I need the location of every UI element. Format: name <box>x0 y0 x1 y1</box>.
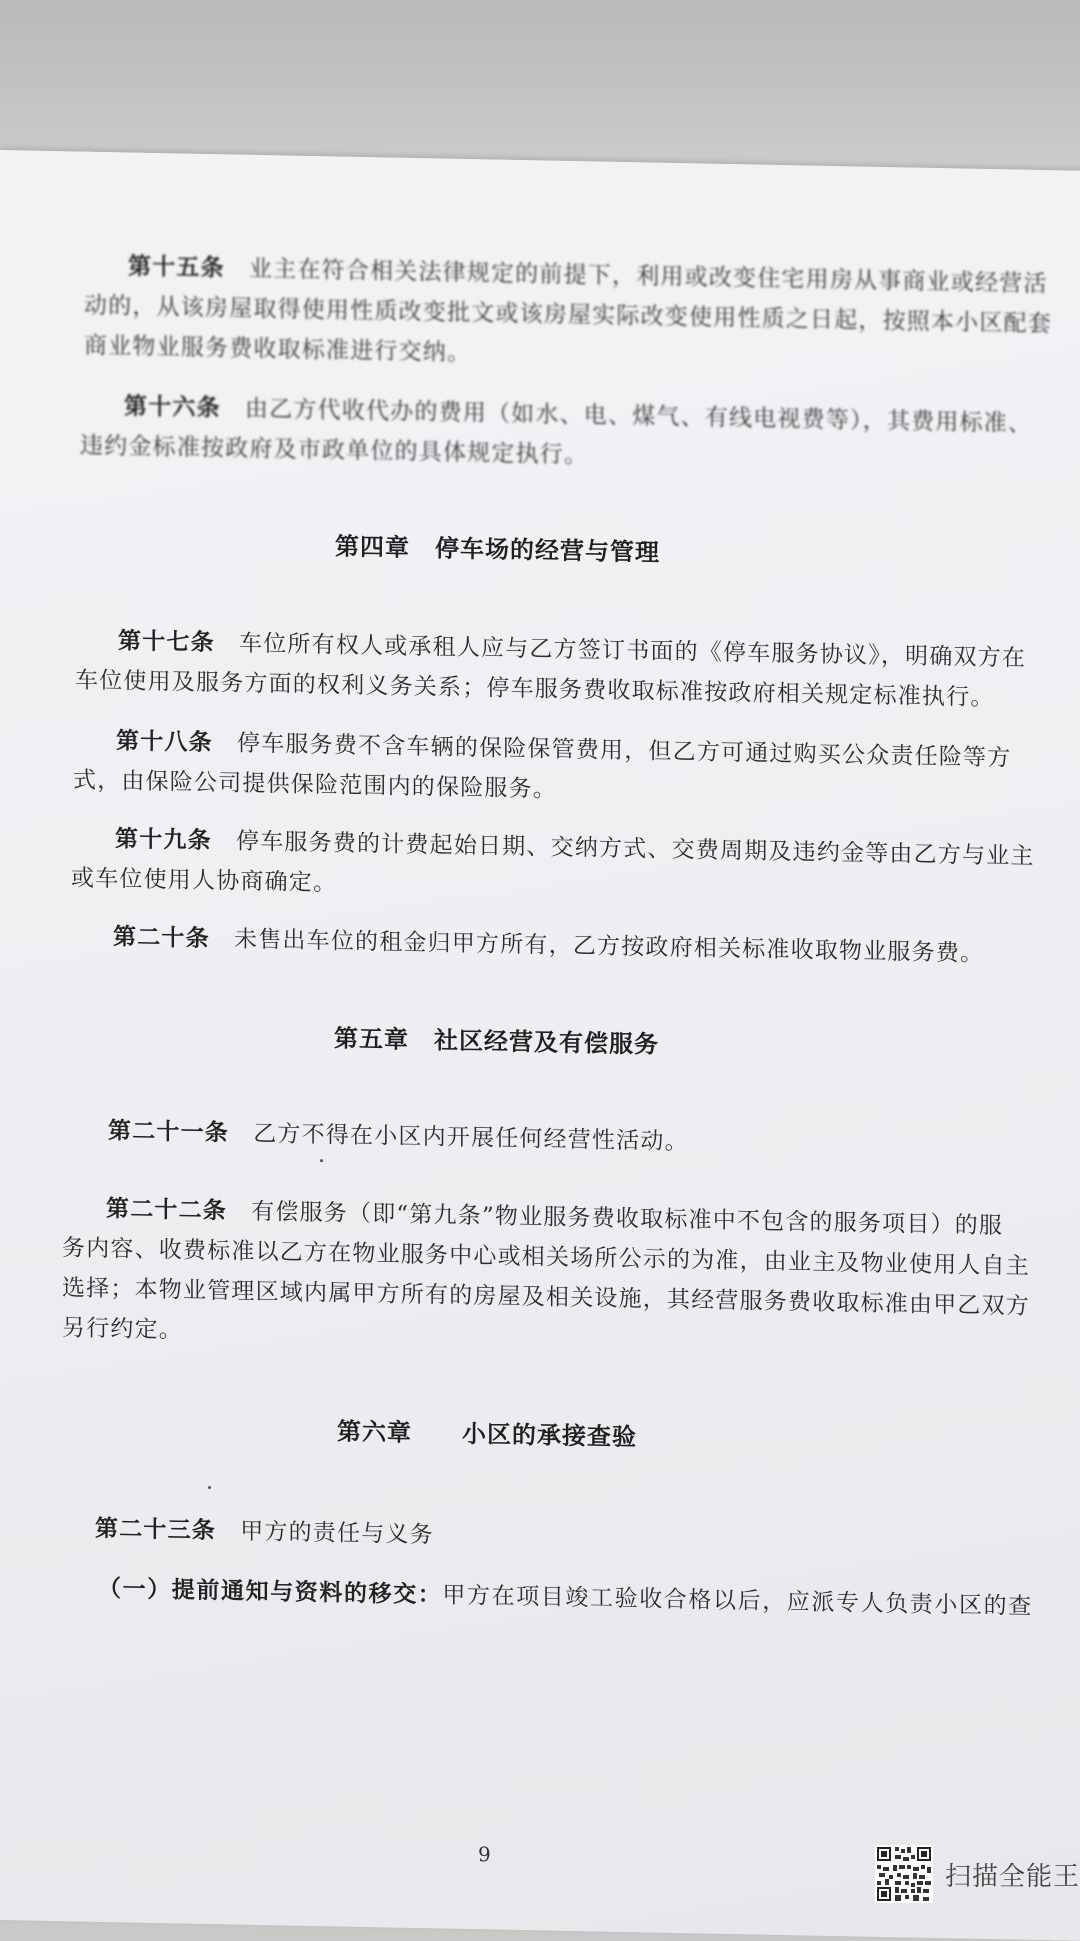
scanner-watermark <box>875 1842 1080 1906</box>
paragraph-line: 第十五条 业主在符合相关法律规定的前提下，利用或改变住宅用房从事商业或经营活 <box>128 253 1048 298</box>
speck <box>208 1486 211 1489</box>
article-heading: 第二十二条 <box>106 1196 227 1225</box>
watermark-text: 扫描全能王 <box>944 1861 1080 1892</box>
paragraph-line: （一）提前通知与资料的移交：甲方在项目竣工验收合格以后，应派专人负责小区的查 <box>98 1575 1033 1620</box>
paragraph-line: 第二十二条 有偿服务（即“第九条”物业服务费收取标准中不包含的服务项目）的服 <box>106 1196 1004 1240</box>
paragraph-line: 第十八条 停车服务费不含车辆的保险保管费用，但乙方可通过购买公众责任险等方 <box>116 728 1012 772</box>
qr-code-icon <box>875 1845 933 1903</box>
article-heading: 第二十三条 <box>95 1515 216 1545</box>
article-heading: 第十七条 <box>118 628 215 657</box>
article-heading: （一）提前通知与资料的移交： <box>98 1575 443 1609</box>
chapter-heading: 第六章 小区的承接查验 <box>337 1417 637 1452</box>
paragraph-line: 或车位使用人协商确定。 <box>71 865 338 897</box>
article-heading: 第二十一条 <box>108 1118 229 1147</box>
article-heading: 第二十条 <box>113 924 210 953</box>
paragraph-line: 商业物业服务费收取标准进行交纳。 <box>84 332 472 367</box>
paragraph-line: 务内容、收费标准以乙方在物业服务中心或相关场所公示的为准，由业主及物业使用人自主 <box>62 1235 1030 1280</box>
paragraph-line: 第十七条 车位所有权人或承租人应与乙方签订书面的《停车服务协议》，明确双方在 <box>118 628 1027 672</box>
paragraph-line: 第十六条 由乙方代收代办的费用（如水、电、煤气、有线电视费等），其费用标准、 <box>124 393 1033 437</box>
paragraph-line: 第二十三条 甲方的责任与义务 <box>95 1515 434 1549</box>
paragraph-line: 第十九条 停车服务费的计费起始日期、交纳方式、交费周期及违约金等由乙方与业主 <box>115 826 1035 870</box>
article-heading: 第十五条 <box>128 253 225 282</box>
speck <box>320 1159 323 1162</box>
article-heading: 第十六条 <box>124 393 221 422</box>
page-number: 9 <box>478 1842 491 1867</box>
article-heading: 第十九条 <box>115 826 212 855</box>
chapter-heading: 第五章 社区经营及有偿服务 <box>334 1024 659 1059</box>
chapter-heading: 第四章 停车场的经营与管理 <box>335 532 660 567</box>
paragraph-line: 动的，从该房屋取得使用性质改变批文或该房屋实际改变使用性质之日起，按照本小区配套 <box>84 292 1052 338</box>
paragraph-line: 式，由保险公司提供保险范围内的保险服务。 <box>73 767 557 803</box>
paragraph-line: 车位使用及服务方面的权利义务关系；停车服务费收取标准按政府相关规定标准执行。 <box>75 667 995 712</box>
paragraph-line: 选择；本物业管理区域内属甲方所有的房屋及相关设施，其经营服务费收取标准由甲乙双方 <box>62 1275 1030 1320</box>
paragraph-line: 第二十一条 乙方不得在小区内开展任何经营性活动。 <box>108 1118 689 1156</box>
paragraph-line: 第二十条 未售出车位的租金归甲方所有，乙方按政府相关标准收取物业服务费。 <box>113 924 985 967</box>
article-heading: 第十八条 <box>116 728 213 757</box>
paragraph-line: 违约金标准按政府及市政单位的具体规定执行。 <box>80 432 589 469</box>
document-page <box>0 150 1080 1941</box>
paragraph-line: 另行约定。 <box>62 1315 183 1344</box>
